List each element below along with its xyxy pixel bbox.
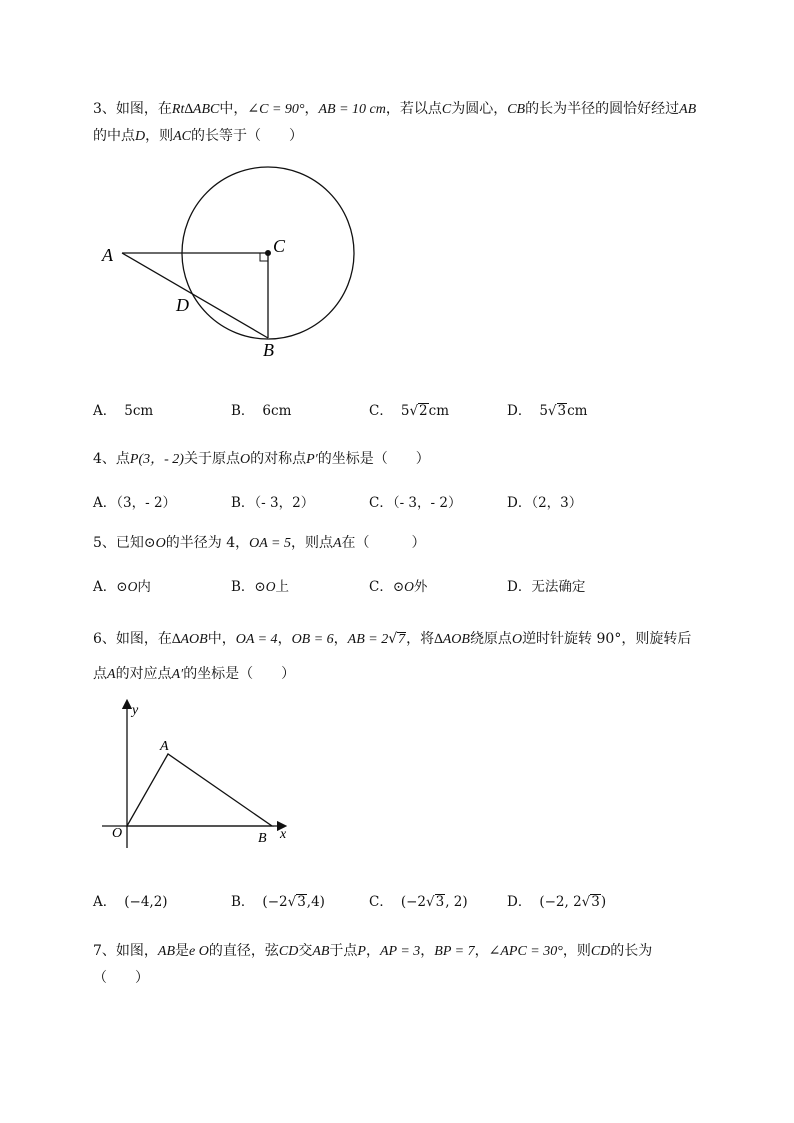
q6-text: 点 xyxy=(93,666,107,682)
q3-text: 的长等于（ ） xyxy=(191,128,304,144)
q7-segment: CD xyxy=(590,944,611,959)
option-value: 内 xyxy=(137,579,151,595)
q6-point-prime: A′ xyxy=(171,667,184,682)
q5-text: 5、已知⊙ xyxy=(93,535,156,551)
q6-text: 的对应点 xyxy=(115,666,172,682)
option-radicand: 2 xyxy=(419,403,428,419)
option-value: 6cm xyxy=(262,403,292,419)
q5-length: OA = 5 xyxy=(249,536,291,551)
q6-label-o: O xyxy=(112,826,123,841)
option-value: (−4,2) xyxy=(124,894,168,910)
q7-length: BP = 7 xyxy=(434,944,475,959)
q7-text: 7、如图， xyxy=(93,943,158,959)
option-value: ) xyxy=(600,894,607,910)
q3-text: ， xyxy=(304,101,319,117)
q6-label-y: y xyxy=(132,703,139,718)
q5-option-b[interactable] xyxy=(231,575,289,595)
q7-text: 于点 xyxy=(329,943,358,959)
q3-option-b[interactable] xyxy=(231,399,291,419)
option-radicand: 3 xyxy=(297,894,306,910)
option-circle: O xyxy=(404,579,414,594)
q4-options xyxy=(93,491,743,513)
q5-option-c[interactable] xyxy=(369,575,427,595)
q4-text: 的坐标是（ ） xyxy=(317,451,430,467)
q3-label-b: B xyxy=(263,340,274,360)
q3-point: C xyxy=(441,102,452,117)
q6-text: 绕原点 xyxy=(469,631,512,647)
q5-text: 在（ ） xyxy=(341,535,426,551)
q3-text: 为圆心， xyxy=(451,101,508,117)
q6-length: OA = 4 xyxy=(235,632,278,647)
q3-triangle: Rt∆ABC xyxy=(171,102,220,117)
option-value: (−2 xyxy=(400,894,427,910)
q4-text: 4、点 xyxy=(93,451,130,467)
q4-text: 关于原点 xyxy=(183,451,240,467)
option-circle: O xyxy=(127,579,138,594)
q4-origin: O xyxy=(239,452,251,467)
q3-text: 中， xyxy=(219,101,248,117)
q4-option-a[interactable]: A．（3，- 2） xyxy=(93,495,177,511)
q4-text: 的对称点 xyxy=(250,451,307,467)
question-7 xyxy=(93,938,743,991)
q6-option-d[interactable]: D． (−2, 2√3) xyxy=(507,894,607,910)
q5-circle-name: O xyxy=(155,536,166,551)
q6-label-b: B xyxy=(258,831,267,846)
option-radicand: 3 xyxy=(435,894,445,910)
option-value: 5 xyxy=(539,403,548,419)
q6-text: 的坐标是（ ） xyxy=(183,666,296,682)
option-radicand: 3 xyxy=(557,403,567,419)
q6-option-a[interactable] xyxy=(93,890,168,910)
q4-option-c[interactable]: C．（- 3，- 2） xyxy=(369,495,462,511)
q3-text: 的中点 xyxy=(93,128,135,144)
question-4 xyxy=(93,446,743,473)
option-value: (−2, 2 xyxy=(539,894,582,910)
option-value: (−2 xyxy=(262,894,288,910)
question-5 xyxy=(93,530,743,557)
option-unit: cm xyxy=(428,403,450,419)
option-letter: B． xyxy=(231,894,255,910)
option-letter: A． xyxy=(93,403,117,419)
q6-text: ， xyxy=(277,631,292,647)
q7-text: 的长为 xyxy=(610,943,653,959)
q6-origin: O xyxy=(511,632,523,647)
q3-text: 的长为半径的圆恰好经过 xyxy=(525,101,680,117)
q7-text: ， xyxy=(365,943,380,959)
option-letter: C．⊙ xyxy=(369,579,405,595)
q3-segment: AB xyxy=(679,102,697,117)
q3-figure xyxy=(90,160,370,370)
q7-text: ， xyxy=(474,943,489,959)
q7-length: AP = 3 xyxy=(379,944,421,959)
q6-length: OB = 6 xyxy=(291,632,334,647)
q3-label-a: A xyxy=(102,245,113,265)
q6-option-b[interactable]: B． (−2√3,4) xyxy=(231,894,325,910)
option-value: 外 xyxy=(413,579,428,595)
option-letter: D． xyxy=(507,894,532,910)
option-radicand: 3 xyxy=(591,894,600,910)
option-letter: B． xyxy=(231,403,255,419)
q6-triangle-aob xyxy=(127,754,272,826)
q6-options xyxy=(93,890,743,912)
q5-option-a[interactable] xyxy=(93,575,151,595)
q6-text: ，将 xyxy=(406,631,435,647)
q7-angle: ∠APC = 30° xyxy=(488,944,563,959)
q5-option-d[interactable]: D．无法确定 xyxy=(507,579,586,595)
q6-point: A xyxy=(107,667,116,682)
option-letter: A． xyxy=(93,894,117,910)
question-3 xyxy=(93,96,743,150)
q3-segment: AC xyxy=(173,129,192,144)
q7-text: 交 xyxy=(298,943,313,959)
q7-point: P xyxy=(357,944,366,959)
q6-label-a: A xyxy=(160,739,169,754)
q5-text: ，则点 xyxy=(290,535,333,551)
option-letter: C． xyxy=(369,403,393,419)
option-value: 5cm xyxy=(124,403,154,419)
q7-text: 是 xyxy=(175,943,190,959)
option-value: 上 xyxy=(275,579,289,595)
q3-length-condition: AB = 10 cm xyxy=(318,102,386,117)
q6-option-c[interactable]: C． (−2√3, 2) xyxy=(369,894,468,910)
q5-point: A xyxy=(332,536,342,551)
q3-segment-ab xyxy=(122,253,268,338)
q3-text: 3、如图，在 xyxy=(93,101,172,117)
q3-option-c[interactable]: C． 5√2cm xyxy=(369,403,450,419)
q6-triangle: ∆AOB xyxy=(434,632,470,647)
q7-segment: AB xyxy=(157,944,176,959)
q4-point: P(3，- 2) xyxy=(129,452,184,467)
option-letter: C． xyxy=(369,894,393,910)
q7-answer-blank: （ ） xyxy=(93,970,149,986)
q6-triangle: ∆AOB xyxy=(171,632,208,647)
q3-option-a[interactable] xyxy=(93,399,153,419)
q6-figure xyxy=(98,698,298,850)
q3-point: D xyxy=(135,129,146,144)
q3-option-d[interactable]: D． 5√3cm xyxy=(507,403,588,419)
option-circle: O xyxy=(265,579,276,594)
option-value: , 2) xyxy=(445,894,468,910)
q5-options xyxy=(93,575,743,597)
option-letter: B．⊙ xyxy=(231,579,266,595)
q7-text: ， xyxy=(420,943,435,959)
q4-option-b[interactable]: B．（- 3，2） xyxy=(231,495,315,511)
option-value: ,4) xyxy=(306,894,325,910)
q3-label-d: D xyxy=(176,295,189,315)
q3-label-c: C xyxy=(273,236,286,256)
q7-text: ，则 xyxy=(562,943,591,959)
q6-text: 逆时针旋转 90°，则旋转后 xyxy=(522,631,692,647)
q6-length: AB = 2 xyxy=(347,632,389,647)
q6-text: 中， xyxy=(207,631,236,647)
q3-center-dot xyxy=(265,250,271,256)
q3-text: ，若以点 xyxy=(385,101,442,117)
q3-angle-condition: ∠C = 90° xyxy=(247,102,305,117)
option-letter: D． xyxy=(507,403,532,419)
question-6: 6、如图，在∆AOB中，OA = 4，OB = 6，AB = 2√7，将∆AOB绕原点O逆时针旋转 90°，则旋转后 点A的对应点A′的坐标是（ ） xyxy=(93,631,692,682)
q7-text: 的直径，弦 xyxy=(208,943,279,959)
q3-text: ，则 xyxy=(145,128,174,144)
q7-circle: e O xyxy=(189,944,209,959)
q6-label-x: x xyxy=(280,827,287,842)
option-letter: A．⊙ xyxy=(93,579,128,595)
option-value: 5 xyxy=(400,403,410,419)
q3-segment: CB xyxy=(507,102,526,117)
q6-text: ， xyxy=(333,631,348,647)
option-unit: cm xyxy=(567,403,588,419)
q4-point-prime: P′ xyxy=(306,452,318,467)
q7-segment: AB xyxy=(312,944,330,959)
q6-text: 6、如图，在 xyxy=(93,631,172,647)
q3-options xyxy=(93,399,743,421)
q4-option-d[interactable]: D．（2，3） xyxy=(507,495,583,511)
q7-segment: CD xyxy=(278,944,299,959)
q5-text: 的半径为 4， xyxy=(165,535,250,551)
q6-radicand: 7 xyxy=(398,632,406,647)
